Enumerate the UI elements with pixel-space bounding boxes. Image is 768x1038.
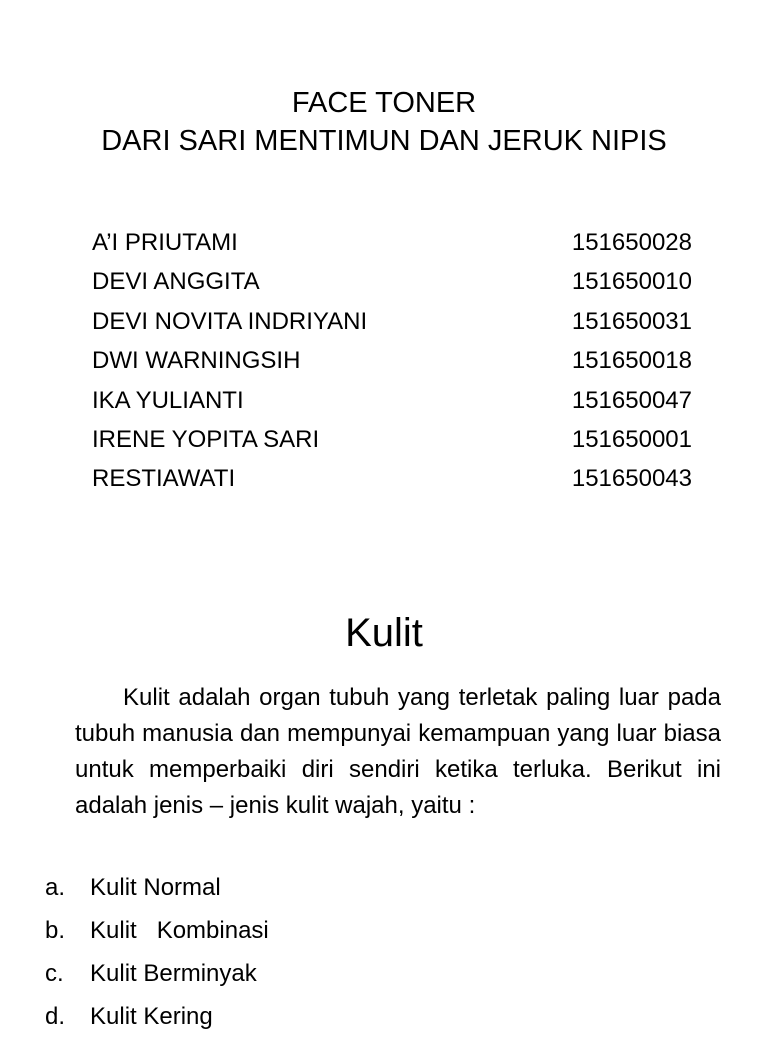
- member-name: DEVI NOVITA INDRIYANI: [92, 307, 368, 335]
- list-marker: d.: [45, 1003, 66, 1030]
- list-marker: a.: [45, 874, 66, 901]
- list-item: [45, 952, 269, 995]
- member-id: 151650031: [571, 307, 692, 335]
- list-item: [45, 866, 269, 909]
- title-line-2: DARI SARI MENTIMUN DAN JERUK NIPIS: [101, 125, 667, 157]
- member-row: [92, 459, 692, 498]
- member-row: [92, 381, 692, 420]
- member-name: IKA YULIANTI: [92, 386, 244, 414]
- member-row: [92, 262, 692, 301]
- member-id: 151650001: [571, 425, 692, 453]
- member-name: RESTIAWATI: [92, 465, 236, 493]
- member-name: IRENE YOPITA SARI: [92, 425, 320, 453]
- list-item-text: Kulit Berminyak: [90, 960, 257, 987]
- member-id: 151650047: [571, 386, 692, 414]
- member-row: [92, 341, 692, 380]
- member-id: 151650018: [571, 347, 692, 375]
- list-marker: b.: [45, 917, 66, 944]
- list-item-text: Kulit Normal: [90, 874, 221, 901]
- slide-title: [0, 84, 768, 160]
- member-name: DEVI ANGGITA: [92, 268, 260, 296]
- list-marker: c.: [45, 960, 64, 987]
- member-name: A’I PRIUTAMI: [92, 229, 238, 256]
- list-item-text: Kulit Kering: [90, 1003, 213, 1030]
- list-item: [45, 909, 269, 952]
- member-id: 151650028: [571, 229, 692, 256]
- section-paragraph: Kulit adalah organ tubuh yang terletak paling luar pada tubuh manusia dan mempunyai kemampuan yang luar biasa untuk memperbaiki diri sendiri ketika terluka. Berikut ini adalah jenis – jenis kulit wajah, yaitu :: [75, 684, 721, 819]
- member-id: 151650043: [571, 465, 692, 493]
- member-row: [92, 302, 692, 341]
- member-list: [92, 223, 692, 499]
- skin-type-list: [45, 866, 269, 1038]
- member-id: 151650010: [571, 268, 692, 296]
- member-name: DWI WARNINGSIH: [92, 347, 301, 375]
- list-item: [45, 995, 269, 1038]
- member-row: [92, 420, 692, 459]
- member-row: [92, 223, 692, 262]
- list-item-text: Kulit Kombinasi: [90, 917, 269, 944]
- title-line-1: FACE TONER: [291, 87, 477, 119]
- section-heading: Kulit: [345, 611, 423, 655]
